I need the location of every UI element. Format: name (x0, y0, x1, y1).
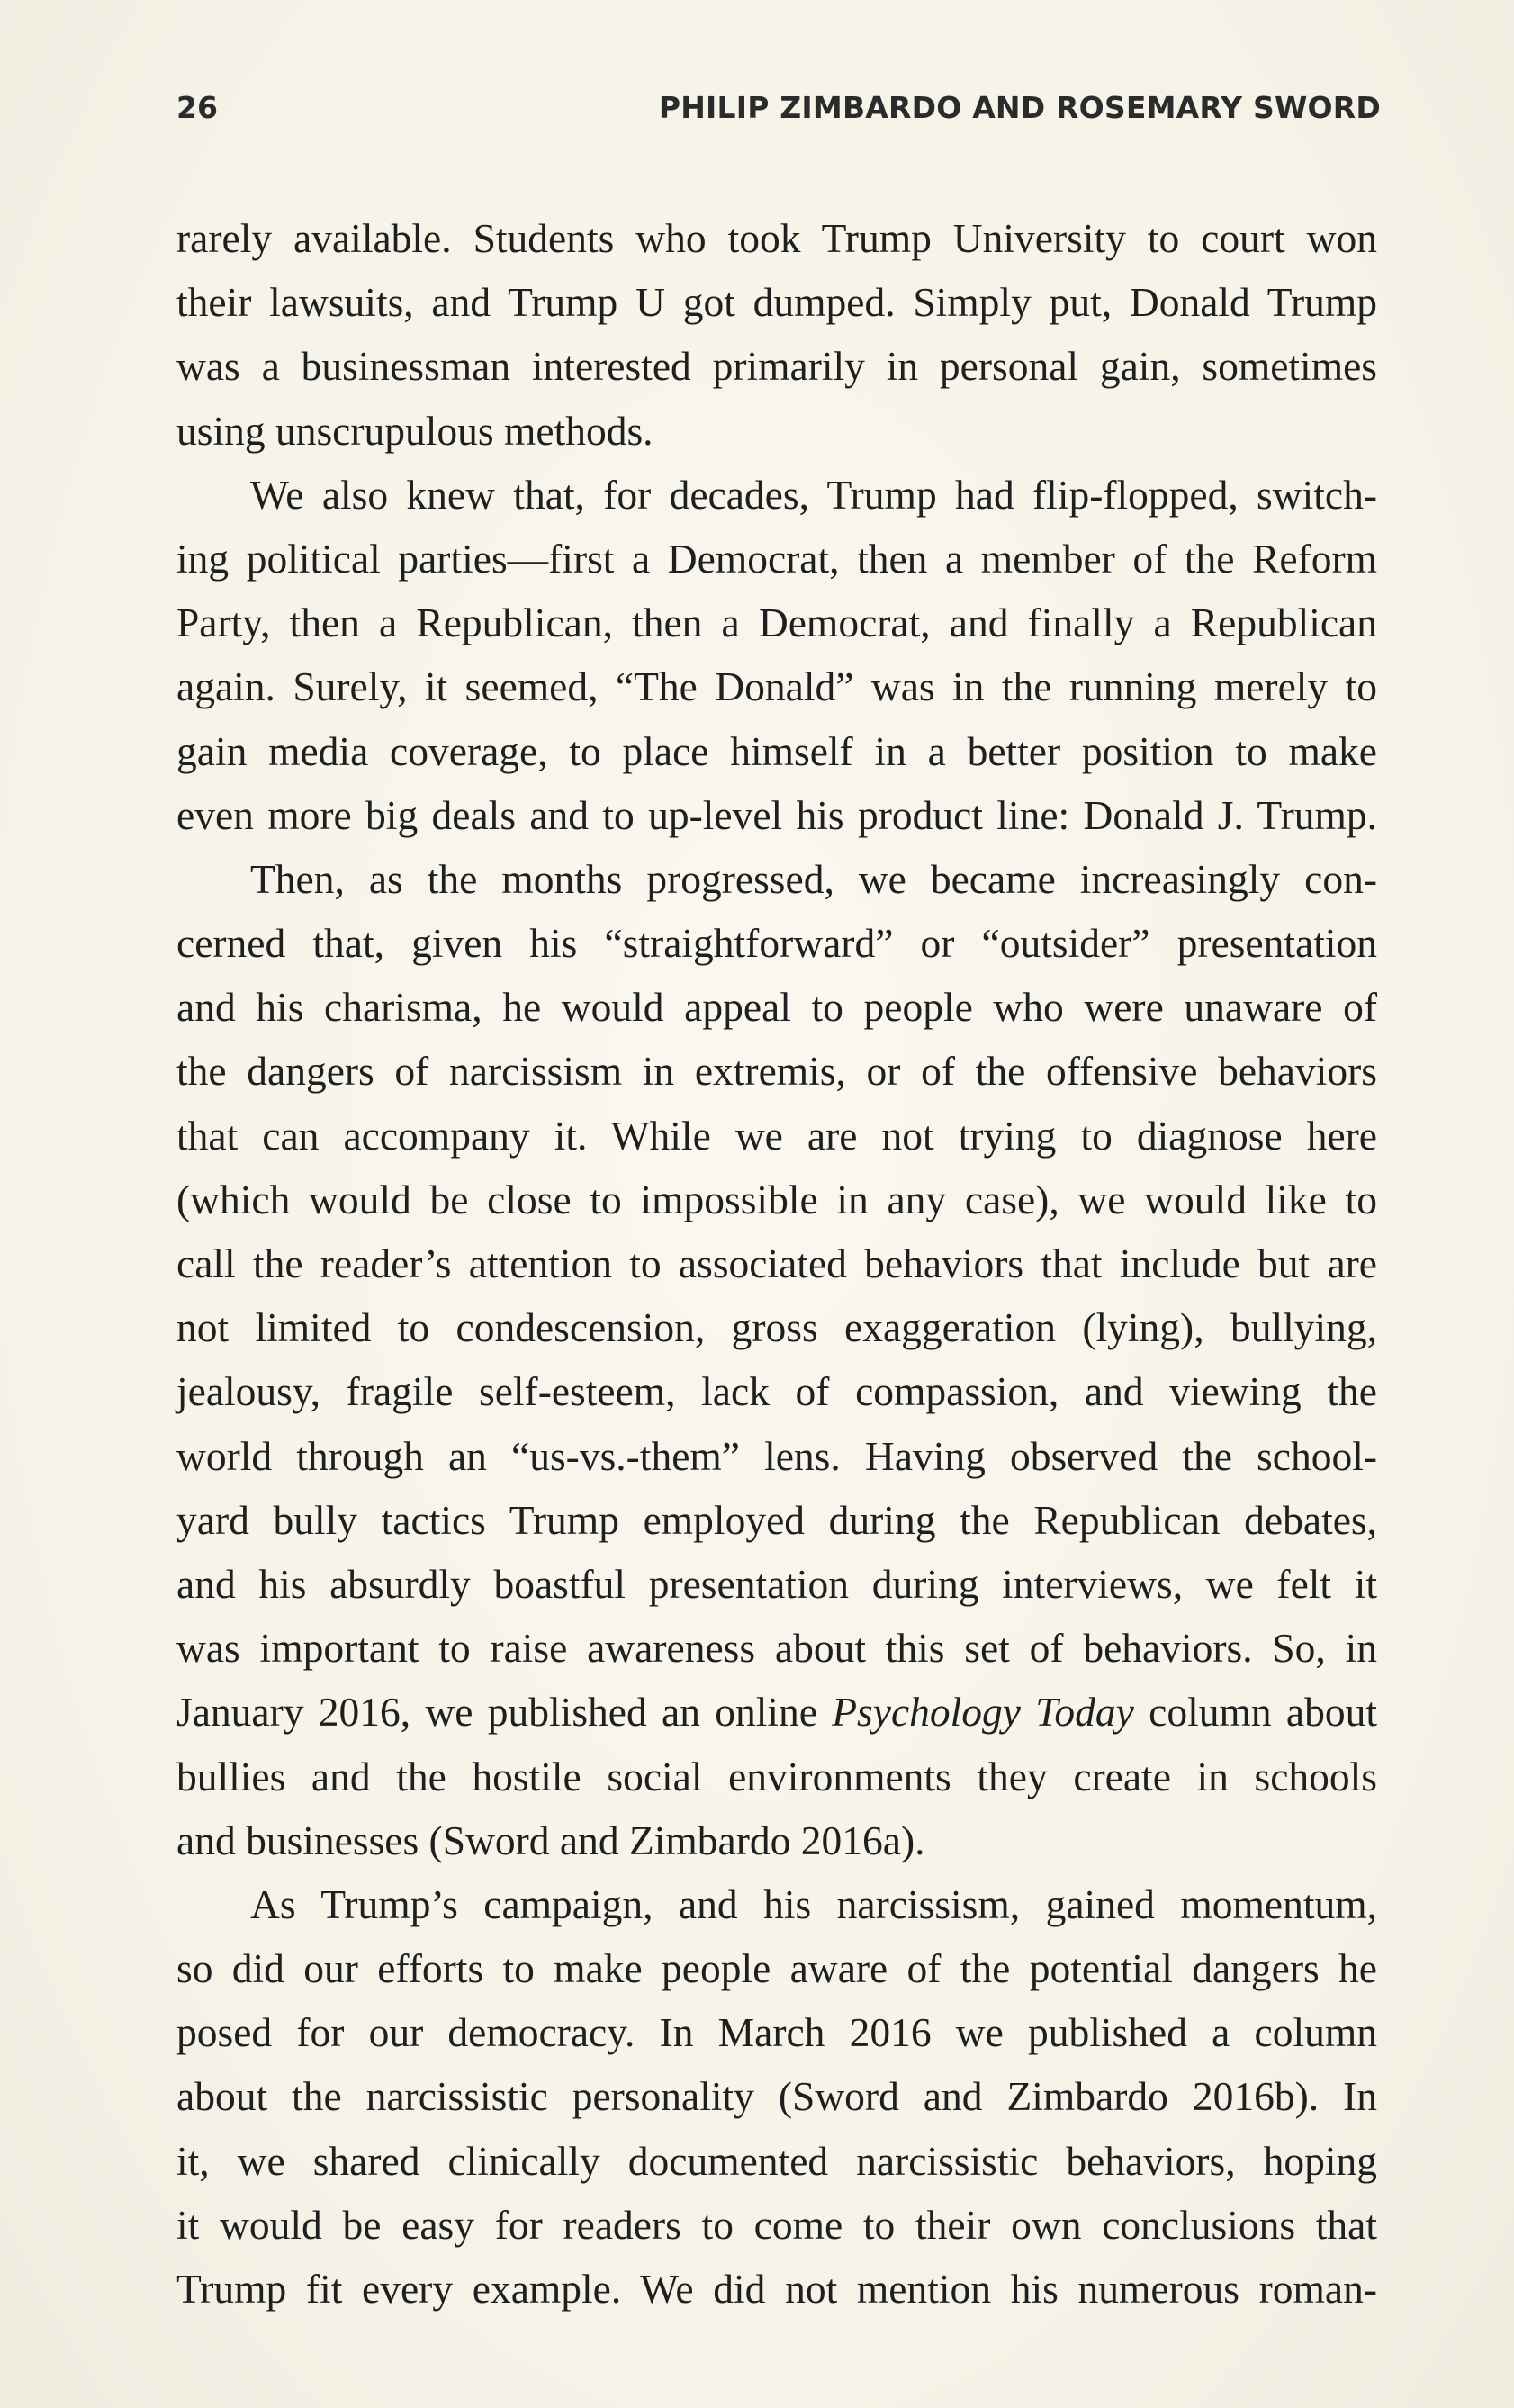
paragraph-first-line: Then, as the months progressed, we became increasingly con- (250, 855, 1377, 902)
text-line: and his absurdly boastful presentation during interviews, we felt it (176, 1560, 1377, 1607)
text-line: rarely available. Students who took Trump University to court won (176, 215, 1377, 261)
text-line: even more big deals and to up-level his product line: Donald J. Trump. (176, 791, 1377, 838)
publication-title: Psychology Today (832, 1689, 1134, 1736)
text-line: not limited to condescension, gross exaggeration (lying), bullying, (176, 1304, 1377, 1351)
body-text (176, 206, 1377, 2321)
text-line: Party, then a Republican, then a Democrat, and finally a Republican (176, 600, 1377, 646)
line-text-after-title: column about (1133, 1689, 1377, 1736)
text-line: call the reader’s attention to associated behaviors that include but are (176, 1240, 1377, 1286)
text-line: Trump fit every example. We did not mention his numerous roman- (176, 2266, 1377, 2312)
line-text-before-title: January 2016, we published an online (176, 1689, 833, 1736)
text-line: posed for our democracy. In March 2016 we published a column (176, 2009, 1377, 2056)
text-line: so did our efforts to make people aware of the potential dangers he (176, 1945, 1377, 1992)
text-line: using unscrupulous methods. (176, 407, 653, 454)
text-line: the dangers of narcissism in extremis, or of the offensive behaviors (176, 1048, 1377, 1095)
paragraph-first-line: As Trump’s campaign, and his narcissism, gained momentum, (250, 1880, 1377, 1927)
text-line: was important to raise awareness about this set of behaviors. So, in (176, 1625, 1377, 1672)
text-line: ing political parties—first a Democrat, then a member of the Reform (176, 535, 1377, 582)
text-line: and businesses (Sword and Zimbardo 2016a). (176, 1817, 925, 1863)
text-line: about the narcissistic personality (Sword and Zimbardo 2016b). In (176, 2073, 1377, 2120)
text-line: (which would be close to impossible in any case), we would like to (176, 1176, 1377, 1222)
paragraph-first-line: We also knew that, for decades, Trump had flip-flopped, switch- (250, 471, 1377, 518)
running-head (176, 90, 1381, 135)
text-line: that can accompany it. While we are not trying to diagnose here (176, 1112, 1377, 1159)
text-line: and his charisma, he would appeal to people who were unaware of (176, 984, 1377, 1031)
text-line: yard bully tactics Trump employed during the Republican debates, (176, 1496, 1377, 1543)
page-number: 26 (176, 90, 218, 125)
text-line: bullies and the hostile social environments they create in schools (176, 1753, 1377, 1799)
paper-speck (1440, 1692, 1449, 1712)
author-running-head: PHILIP ZIMBARDO AND ROSEMARY SWORD (658, 90, 1381, 125)
text-line: cerned that, given his “straightforward” or “outsider” presentation (176, 920, 1377, 967)
text-line: it, we shared clinically documented narcissistic behaviors, hoping (176, 2137, 1377, 2184)
text-line: gain media coverage, to place himself in a better position to make (176, 727, 1377, 774)
text-line-with-italic-title (176, 1680, 1377, 1744)
text-line: jealousy, fragile self-esteem, lack of compassion, and viewing the (176, 1368, 1377, 1415)
text-line: again. Surely, it seemed, “The Donald” was in the running merely to (176, 663, 1377, 710)
text-line: world through an “us-vs.-them” lens. Having observed the school- (176, 1432, 1377, 1479)
text-line: it would be easy for readers to come to their own conclusions that (176, 2201, 1377, 2248)
text-line: their lawsuits, and Trump U got dumped. Simply put, Donald Trump (176, 279, 1377, 326)
text-line: was a businessman interested primarily in personal gain, sometimes (176, 343, 1377, 390)
